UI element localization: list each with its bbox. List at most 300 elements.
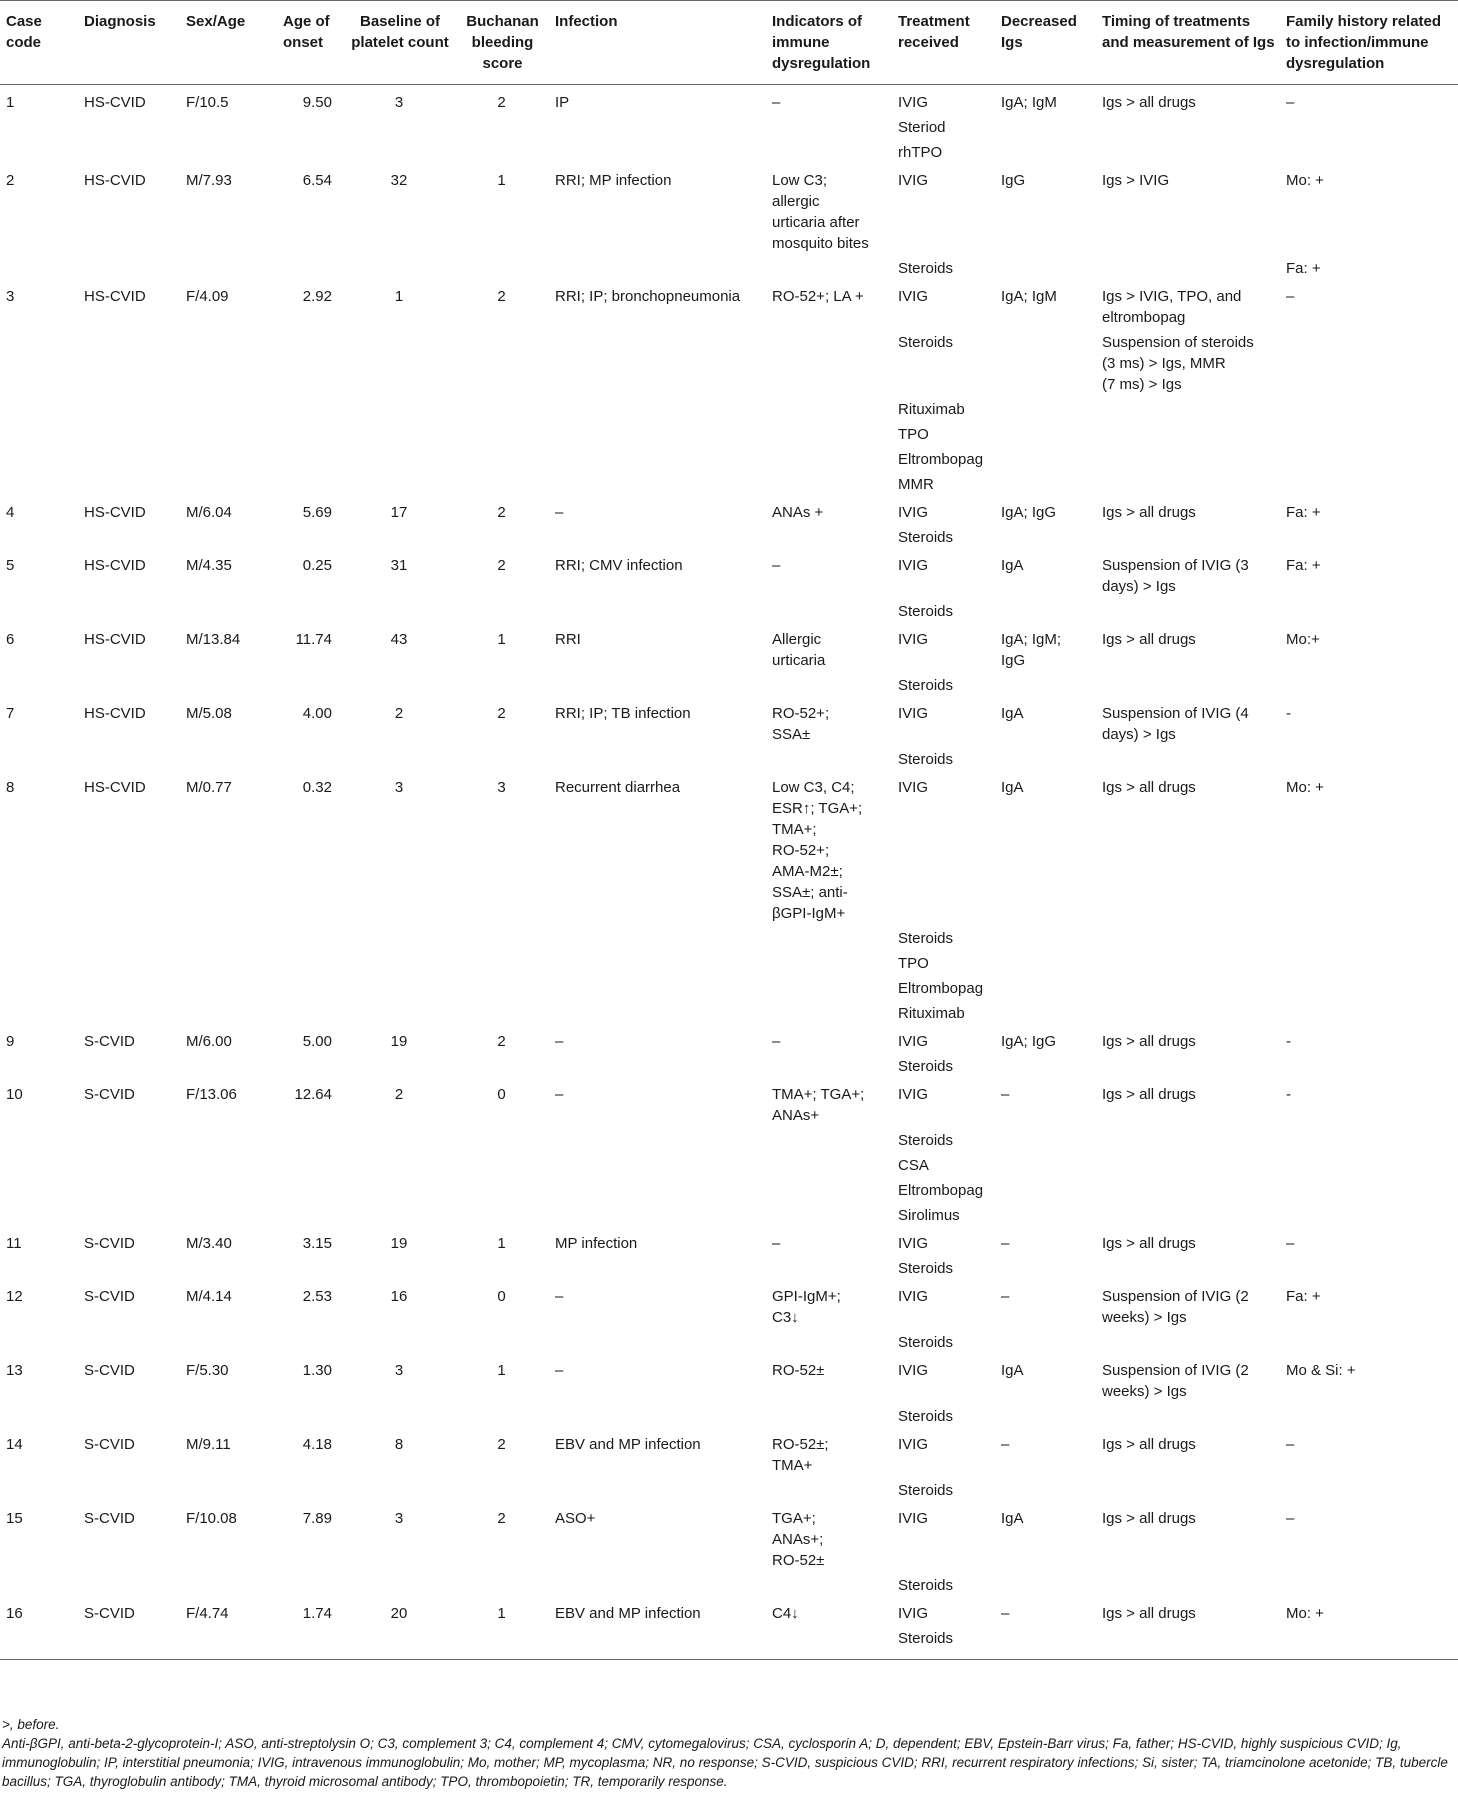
cell-platelet-count: 31 [390, 557, 408, 574]
cell-age-of-onset [277, 254, 344, 279]
cell-sex-age: M/4.35 [186, 557, 232, 574]
table-row [0, 1077, 1458, 1126]
cell-immune-dysregulation [766, 999, 892, 1024]
cell-infection [549, 523, 766, 548]
cell-decreased-igs: – [1001, 1288, 1010, 1305]
cell-family-history: Fa: + [1286, 504, 1321, 521]
cell-sex-age [180, 1126, 277, 1151]
cell-bleeding-score [454, 523, 549, 548]
cell-treatment: Steroids [898, 1482, 954, 1499]
cell-platelet-count [344, 254, 454, 279]
cell-family-history [1280, 1571, 1458, 1596]
cell-case-code: 13 [6, 1362, 23, 1379]
cell-age-of-onset: 2.92 [302, 288, 332, 305]
cell-immune-dysregulation: GPI-IgM+; C3↓ [772, 1288, 841, 1326]
cell-case-code [0, 1151, 78, 1176]
cell-sex-age [180, 671, 277, 696]
cell-immune-dysregulation [766, 113, 892, 138]
header-timing: Timing of treatments and measurement of Igs [1096, 1, 1280, 85]
cell-infection: RRI; MP infection [555, 172, 672, 189]
cell-case-code: 1 [6, 94, 15, 111]
cell-timing: Igs > all drugs [1102, 1436, 1196, 1453]
cell-case-code: 10 [6, 1086, 23, 1103]
cell-platelet-count [344, 1151, 454, 1176]
cell-treatment: TPO [898, 955, 929, 972]
cell-decreased-igs: – [1001, 1086, 1010, 1103]
cell-bleeding-score [454, 113, 549, 138]
cell-age-of-onset [277, 1052, 344, 1077]
cell-sex-age [180, 1624, 277, 1660]
cell-diagnosis [78, 1151, 180, 1176]
cell-case-code: 4 [6, 504, 15, 521]
cell-age-of-onset [277, 924, 344, 949]
cell-case-code: 12 [6, 1288, 23, 1305]
cell-timing [1096, 671, 1280, 696]
cell-platelet-count [344, 1126, 454, 1151]
cell-timing: Igs > all drugs [1102, 1235, 1196, 1252]
cell-case-code [0, 523, 78, 548]
cell-sex-age [180, 138, 277, 163]
cell-platelet-count: 32 [390, 172, 408, 189]
cell-bleeding-score [454, 395, 549, 420]
cell-infection: RRI; IP; TB infection [555, 705, 691, 722]
table-row [0, 671, 1458, 696]
table-row [0, 85, 1458, 114]
cell-sex-age [180, 523, 277, 548]
cell-diagnosis: HS-CVID [84, 94, 146, 111]
table-row [0, 445, 1458, 470]
cell-diagnosis [78, 1126, 180, 1151]
cell-sex-age [180, 1476, 277, 1501]
cell-decreased-igs: IgA [1001, 1510, 1024, 1527]
cell-decreased-igs: IgA [1001, 779, 1024, 796]
cell-timing [1096, 924, 1280, 949]
cell-decreased-igs [995, 470, 1096, 495]
cell-platelet-count [344, 999, 454, 1024]
cell-timing: Igs > all drugs [1102, 631, 1196, 648]
cell-treatment: Steroids [898, 1334, 954, 1351]
cell-infection [549, 597, 766, 622]
cell-case-code: 16 [6, 1605, 23, 1622]
cell-immune-dysregulation [766, 1151, 892, 1176]
cell-platelet-count [344, 523, 454, 548]
cell-diagnosis [78, 1571, 180, 1596]
cell-timing: Igs > all drugs [1102, 1086, 1196, 1103]
cell-diagnosis: S-CVID [84, 1362, 135, 1379]
cell-treatment: Steroids [898, 1132, 954, 1149]
cell-infection [549, 1151, 766, 1176]
cell-diagnosis [78, 999, 180, 1024]
cell-infection [549, 1201, 766, 1226]
cell-treatment: IVIG [898, 1362, 929, 1379]
cell-timing [1096, 445, 1280, 470]
table-row [0, 1328, 1458, 1353]
cell-treatment: Steroids [898, 677, 954, 694]
header-bleeding-score: Buchanan bleeding score [454, 1, 549, 85]
cell-age-of-onset [277, 445, 344, 470]
cell-platelet-count: 3 [394, 779, 404, 796]
cell-age-of-onset [277, 138, 344, 163]
cell-sex-age: F/4.74 [186, 1605, 229, 1622]
cell-age-of-onset [277, 523, 344, 548]
cell-case-code [0, 1571, 78, 1596]
cell-immune-dysregulation [766, 138, 892, 163]
cell-sex-age: M/6.04 [186, 504, 232, 521]
cell-decreased-igs: IgA; IgM [1001, 94, 1057, 111]
cell-infection [549, 924, 766, 949]
cell-age-of-onset [277, 113, 344, 138]
cell-sex-age [180, 597, 277, 622]
cell-immune-dysregulation [766, 254, 892, 279]
table-row [0, 999, 1458, 1024]
cell-treatment: IVIG [898, 1235, 929, 1252]
table-row [0, 279, 1458, 328]
cell-diagnosis [78, 924, 180, 949]
cell-family-history: – [1286, 1235, 1295, 1252]
table-row [0, 974, 1458, 999]
cell-sex-age [180, 1176, 277, 1201]
table-row [0, 548, 1458, 597]
cell-bleeding-score: 2 [497, 1510, 506, 1527]
cell-timing [1096, 138, 1280, 163]
cell-bleeding-score: 2 [497, 557, 506, 574]
cell-immune-dysregulation [766, 445, 892, 470]
cell-family-history: – [1286, 288, 1295, 305]
table-row [0, 254, 1458, 279]
cell-timing [1096, 1476, 1280, 1501]
table-row [0, 622, 1458, 671]
cell-bleeding-score [454, 1328, 549, 1353]
cell-case-code [0, 1624, 78, 1660]
cell-decreased-igs [995, 254, 1096, 279]
cell-age-of-onset [277, 1402, 344, 1427]
cell-diagnosis: HS-CVID [84, 288, 146, 305]
cell-decreased-igs [995, 999, 1096, 1024]
cell-timing [1096, 1176, 1280, 1201]
table-row [0, 1052, 1458, 1077]
cell-platelet-count [344, 1052, 454, 1077]
cell-diagnosis [78, 974, 180, 999]
cell-platelet-count: 2 [394, 1086, 404, 1103]
cell-sex-age [180, 1151, 277, 1176]
cell-case-code [0, 395, 78, 420]
table-row [0, 113, 1458, 138]
cell-family-history [1280, 470, 1458, 495]
cell-decreased-igs: IgA; IgM; IgG [1001, 631, 1062, 669]
cell-diagnosis [78, 420, 180, 445]
cell-family-history: Mo & Si: + [1286, 1362, 1356, 1379]
cell-immune-dysregulation [766, 1201, 892, 1226]
cell-age-of-onset [277, 1176, 344, 1201]
cell-timing [1096, 1151, 1280, 1176]
cell-bleeding-score: 2 [497, 1033, 506, 1050]
cell-timing [1096, 1052, 1280, 1077]
cell-platelet-count: 17 [390, 504, 408, 521]
cell-age-of-onset [277, 1126, 344, 1151]
cell-age-of-onset: 1.30 [302, 1362, 332, 1379]
cell-bleeding-score [454, 1052, 549, 1077]
cell-diagnosis [78, 1476, 180, 1501]
cell-age-of-onset: 0.25 [302, 557, 332, 574]
header-age-of-onset: Age of onset [277, 1, 344, 85]
cell-decreased-igs [995, 949, 1096, 974]
cell-bleeding-score [454, 949, 549, 974]
cell-timing [1096, 420, 1280, 445]
cell-decreased-igs [995, 523, 1096, 548]
cell-immune-dysregulation: ANAs + [772, 504, 824, 521]
cell-platelet-count: 20 [390, 1605, 408, 1622]
cell-diagnosis [78, 254, 180, 279]
cell-age-of-onset [277, 597, 344, 622]
cell-sex-age [180, 974, 277, 999]
cell-platelet-count [344, 1328, 454, 1353]
cell-family-history [1280, 113, 1458, 138]
cell-case-code [0, 420, 78, 445]
cell-infection [549, 1052, 766, 1077]
cell-diagnosis [78, 113, 180, 138]
cell-diagnosis [78, 328, 180, 395]
cell-treatment: Sirolimus [898, 1207, 960, 1224]
cell-age-of-onset [277, 1328, 344, 1353]
cell-treatment: Steriod [898, 119, 946, 136]
table-row [0, 1427, 1458, 1476]
cell-sex-age: F/13.06 [186, 1086, 237, 1103]
cell-bleeding-score: 2 [497, 1436, 506, 1453]
cell-family-history [1280, 1328, 1458, 1353]
cell-platelet-count [344, 1176, 454, 1201]
cell-diagnosis [78, 138, 180, 163]
cell-immune-dysregulation [766, 597, 892, 622]
cell-sex-age [180, 1201, 277, 1226]
cell-platelet-count [344, 949, 454, 974]
cell-age-of-onset [277, 949, 344, 974]
cell-case-code [0, 1254, 78, 1279]
cell-bleeding-score [454, 470, 549, 495]
cell-bleeding-score: 1 [497, 1605, 506, 1622]
cell-infection [549, 1476, 766, 1501]
table-row [0, 1571, 1458, 1596]
cell-family-history: Fa: + [1286, 260, 1321, 277]
cell-family-history: Mo:+ [1286, 631, 1320, 648]
cell-immune-dysregulation: TGA+; ANAs+; RO-52± [772, 1510, 825, 1569]
cell-age-of-onset [277, 1254, 344, 1279]
cell-decreased-igs [995, 113, 1096, 138]
cell-diagnosis [78, 1176, 180, 1201]
header-decreased-igs: Decreased Igs [995, 1, 1096, 85]
cell-sex-age: F/4.09 [186, 288, 229, 305]
cell-decreased-igs: IgA; IgG [1001, 1033, 1057, 1050]
table-row [0, 1151, 1458, 1176]
table-row [0, 1476, 1458, 1501]
cell-age-of-onset [277, 470, 344, 495]
table-row [0, 395, 1458, 420]
cell-sex-age [180, 1052, 277, 1077]
cell-age-of-onset: 9.50 [302, 94, 332, 111]
cell-age-of-onset: 7.89 [302, 1510, 332, 1527]
cell-immune-dysregulation [766, 328, 892, 395]
table-row [0, 328, 1458, 395]
cell-case-code: 6 [6, 631, 15, 648]
footnote-abbreviations: Anti-βGPI, anti-beta-2-glycoprotein-I; ASO, anti-streptolysin O; C3, complement 3; C4, complement 4; CMV, cytomegalovirus; CSA, cyclosporin A; D, dependent; EBV, Epstein-Barr virus; Fa, father; HS-CVID, highly suspicious CVID; Ig, immunoglobulin; IP, interstitial pneumonia; IVIG, intravenous immunoglobulin; Mo, mother; MP, mycoplasma; NR, no response; S-CVID, suspicious CVID; RRI, recurrent respiratory infections; Si, sister; TA, triamcinolone acetonide; TB, tubercle bacillus; TGA, thyroglobulin antibody; TMA, thyroid microsomal antibody; TPO, thrombopoietin; TR, temporarily response. [2, 1736, 1448, 1789]
cell-treatment: Steroids [898, 334, 954, 351]
header-treatment: Treatment received [892, 1, 995, 85]
table-row [0, 1201, 1458, 1226]
cell-timing: Suspension of IVIG (3 days) > Igs [1102, 557, 1249, 595]
cell-diagnosis: HS-CVID [84, 504, 146, 521]
cell-sex-age [180, 1254, 277, 1279]
cell-immune-dysregulation [766, 1624, 892, 1660]
cell-immune-dysregulation [766, 1402, 892, 1427]
cell-immune-dysregulation [766, 974, 892, 999]
table-row [0, 597, 1458, 622]
cell-treatment: IVIG [898, 94, 929, 111]
cell-timing [1096, 745, 1280, 770]
cell-diagnosis: HS-CVID [84, 705, 146, 722]
cell-decreased-igs [995, 445, 1096, 470]
cell-case-code [0, 949, 78, 974]
cell-sex-age: F/10.08 [186, 1510, 237, 1527]
cell-decreased-igs [995, 745, 1096, 770]
cell-diagnosis [78, 523, 180, 548]
header-row [0, 1, 1458, 85]
cell-family-history [1280, 999, 1458, 1024]
cell-bleeding-score [454, 1201, 549, 1226]
cell-bleeding-score: 0 [497, 1288, 506, 1305]
cell-bleeding-score [454, 1126, 549, 1151]
cell-immune-dysregulation: TMA+; TGA+; ANAs+ [772, 1086, 865, 1124]
cell-decreased-igs [995, 1624, 1096, 1660]
table-row [0, 1596, 1458, 1624]
cell-case-code [0, 1052, 78, 1077]
cell-bleeding-score [454, 597, 549, 622]
cell-family-history [1280, 1624, 1458, 1660]
cell-treatment: Steroids [898, 603, 954, 620]
cell-family-history [1280, 745, 1458, 770]
cell-infection [549, 745, 766, 770]
cell-bleeding-score: 2 [497, 705, 506, 722]
cell-bleeding-score [454, 1151, 549, 1176]
cell-infection [549, 1328, 766, 1353]
cell-family-history [1280, 523, 1458, 548]
cell-sex-age [180, 470, 277, 495]
header-diagnosis: Diagnosis [78, 1, 180, 85]
cell-family-history [1280, 395, 1458, 420]
cell-case-code [0, 470, 78, 495]
cell-age-of-onset: 1.74 [302, 1605, 332, 1622]
cell-platelet-count: 8 [394, 1436, 404, 1453]
cell-platelet-count [344, 974, 454, 999]
cell-immune-dysregulation [766, 1126, 892, 1151]
cell-timing: Igs > all drugs [1102, 1510, 1196, 1527]
cell-age-of-onset: 4.18 [302, 1436, 332, 1453]
cell-platelet-count: 3 [394, 1362, 404, 1379]
table-header [0, 1, 1458, 85]
cell-timing [1096, 974, 1280, 999]
cell-bleeding-score: 1 [497, 1362, 506, 1379]
cell-decreased-igs [995, 328, 1096, 395]
cell-infection [549, 999, 766, 1024]
cell-platelet-count [344, 1624, 454, 1660]
cell-bleeding-score [454, 1624, 549, 1660]
cell-diagnosis [78, 745, 180, 770]
table-row [0, 1402, 1458, 1427]
table-row [0, 1624, 1458, 1660]
cell-infection: – [555, 504, 564, 521]
cell-decreased-igs [995, 597, 1096, 622]
cell-case-code: 11 [6, 1235, 22, 1252]
cell-family-history: – [1286, 94, 1295, 111]
cell-family-history [1280, 420, 1458, 445]
cell-decreased-igs: – [1001, 1235, 1010, 1252]
cell-sex-age [180, 745, 277, 770]
cell-decreased-igs: IgA [1001, 557, 1024, 574]
cell-infection: RRI [555, 631, 581, 648]
cell-infection [549, 949, 766, 974]
cell-treatment: IVIG [898, 1605, 929, 1622]
cell-platelet-count [344, 597, 454, 622]
cell-immune-dysregulation: RO-52± [772, 1362, 825, 1379]
cell-age-of-onset: 5.69 [302, 504, 332, 521]
cell-platelet-count: 3 [394, 1510, 404, 1527]
cell-sex-age: M/13.84 [186, 631, 241, 648]
cell-platelet-count [344, 671, 454, 696]
cell-diagnosis [78, 949, 180, 974]
cell-infection: – [555, 1362, 564, 1379]
cell-sex-age: F/10.5 [186, 94, 229, 111]
cell-bleeding-score [454, 999, 549, 1024]
cell-timing [1096, 1254, 1280, 1279]
cell-age-of-onset [277, 1624, 344, 1660]
cell-case-code [0, 445, 78, 470]
cell-bleeding-score: 3 [497, 779, 506, 796]
cell-infection: – [555, 1288, 564, 1305]
footnote-before: >, before. [2, 1717, 60, 1732]
cell-infection: – [555, 1086, 564, 1103]
cell-case-code: 14 [6, 1436, 23, 1453]
cell-treatment: Steroids [898, 751, 954, 768]
cell-platelet-count: 3 [394, 94, 404, 111]
cell-immune-dysregulation [766, 470, 892, 495]
cell-timing: Igs > all drugs [1102, 1033, 1196, 1050]
cell-diagnosis [78, 1201, 180, 1226]
cell-sex-age [180, 254, 277, 279]
cell-timing [1096, 1624, 1280, 1660]
cell-decreased-igs [995, 1052, 1096, 1077]
cell-decreased-igs [995, 1476, 1096, 1501]
cell-bleeding-score [454, 671, 549, 696]
cell-age-of-onset: 6.54 [302, 172, 332, 189]
cell-family-history [1280, 1254, 1458, 1279]
cell-family-history: Fa: + [1286, 557, 1321, 574]
cell-infection [549, 395, 766, 420]
cell-platelet-count [344, 470, 454, 495]
cell-family-history [1280, 1052, 1458, 1077]
table-footnotes [2, 1715, 1454, 1791]
cell-decreased-igs [995, 395, 1096, 420]
cell-sex-age: M/3.40 [186, 1235, 232, 1252]
table-row [0, 770, 1458, 924]
cell-sex-age [180, 395, 277, 420]
cell-immune-dysregulation [766, 745, 892, 770]
cell-immune-dysregulation: C4↓ [772, 1605, 799, 1622]
cell-treatment: rhTPO [898, 144, 943, 161]
table-row [0, 1353, 1458, 1402]
cell-timing [1096, 1126, 1280, 1151]
cell-family-history: Mo: + [1286, 1605, 1324, 1622]
cell-case-code [0, 1328, 78, 1353]
table-row [0, 163, 1458, 254]
cell-treatment: Rituximab [898, 401, 965, 418]
